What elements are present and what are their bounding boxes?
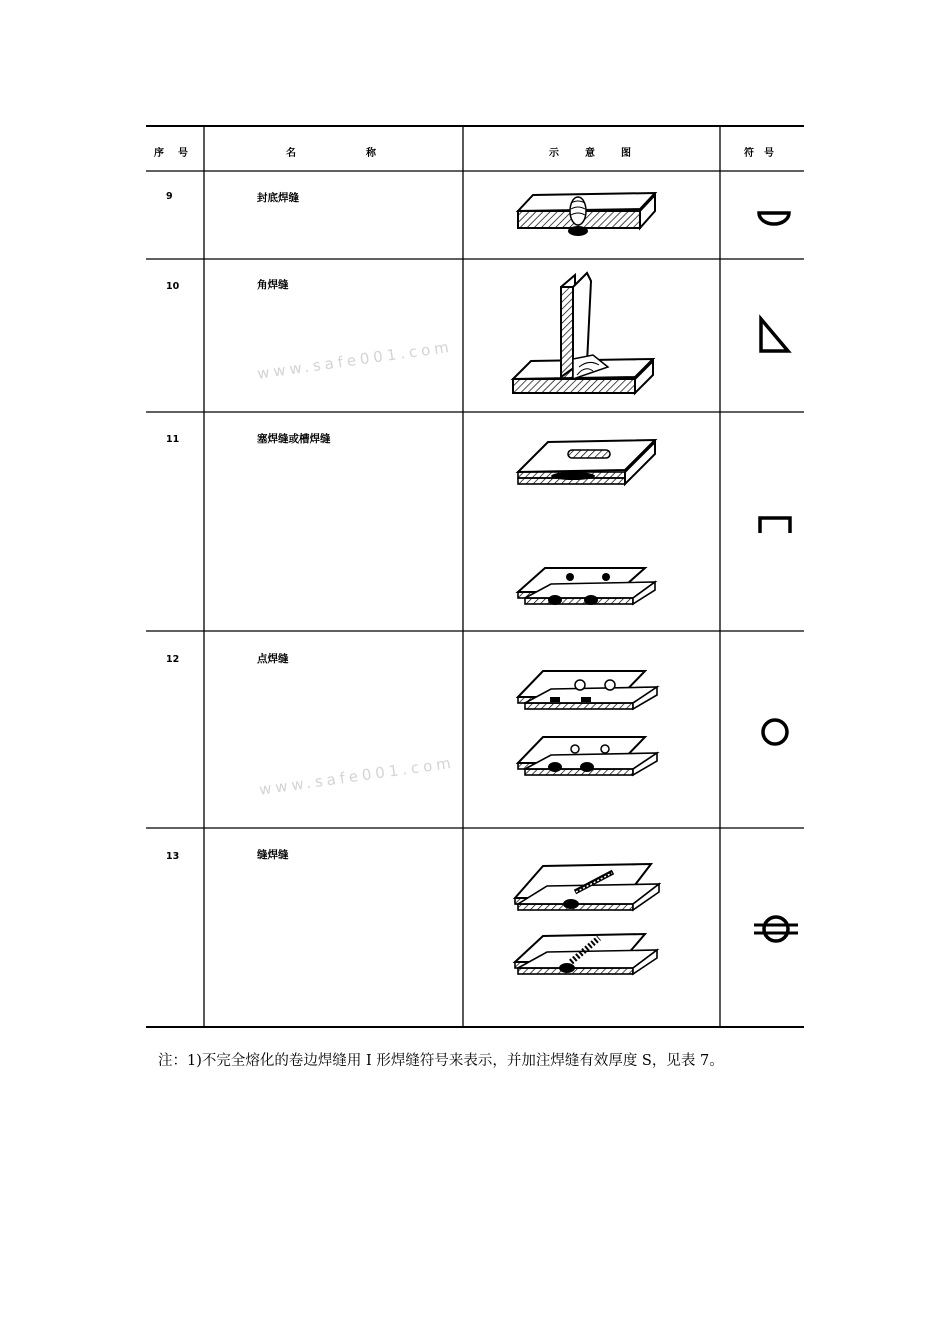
- row-12-name: 点焊缝: [257, 653, 289, 665]
- row-9-index: 9: [166, 191, 173, 202]
- spot-weld-diagram-bottom-icon: [518, 737, 657, 775]
- row-10-index: 10: [166, 281, 180, 292]
- row-13-index: 13: [166, 851, 180, 862]
- row-11-name: 塞焊缝或槽焊缝: [257, 433, 331, 445]
- weld-symbol-table: [146, 125, 804, 1029]
- footnote: 注：1)不完全熔化的卷边焊缝用 I 形焊缝符号来表示，并加注焊缝有效厚度 S，见表 7。: [158, 1053, 724, 1069]
- header-name: 名 称: [286, 148, 376, 159]
- watermark-2: www.safe001.com: [258, 753, 456, 799]
- row-13-name: 缝焊缝: [257, 849, 289, 861]
- spot-weld-diagram-top-icon: [518, 671, 657, 709]
- watermark-1: www.safe001.com: [256, 337, 454, 383]
- spot-weld-symbol-icon: [763, 720, 787, 744]
- header-index: 序 号: [154, 148, 188, 159]
- row-12-index: 12: [166, 654, 180, 665]
- header-diagram: 示 意 图: [549, 148, 631, 159]
- fillet-weld-diagram-icon: [513, 273, 653, 393]
- plug-weld-diagram-icon: [518, 568, 655, 605]
- plug-slot-weld-symbol-icon: [760, 518, 790, 533]
- seam-weld-symbol-icon: [754, 917, 798, 941]
- backing-weld-diagram-icon: [518, 193, 655, 236]
- weld-symbols: [720, 171, 804, 1027]
- weld-diagrams: [463, 171, 720, 1027]
- row-10-name: 角焊缝: [257, 279, 289, 291]
- seam-weld-diagram-top-icon: [515, 864, 659, 910]
- row-9-name: 封底焊缝: [257, 192, 299, 204]
- row-11-index: 11: [166, 434, 180, 445]
- seam-weld-diagram-bottom-icon: [515, 934, 657, 974]
- backing-weld-symbol-icon: [759, 213, 789, 224]
- header-symbol: 符 号: [744, 148, 774, 159]
- slot-weld-diagram-icon: [518, 440, 655, 484]
- fillet-weld-symbol-icon: [761, 319, 788, 351]
